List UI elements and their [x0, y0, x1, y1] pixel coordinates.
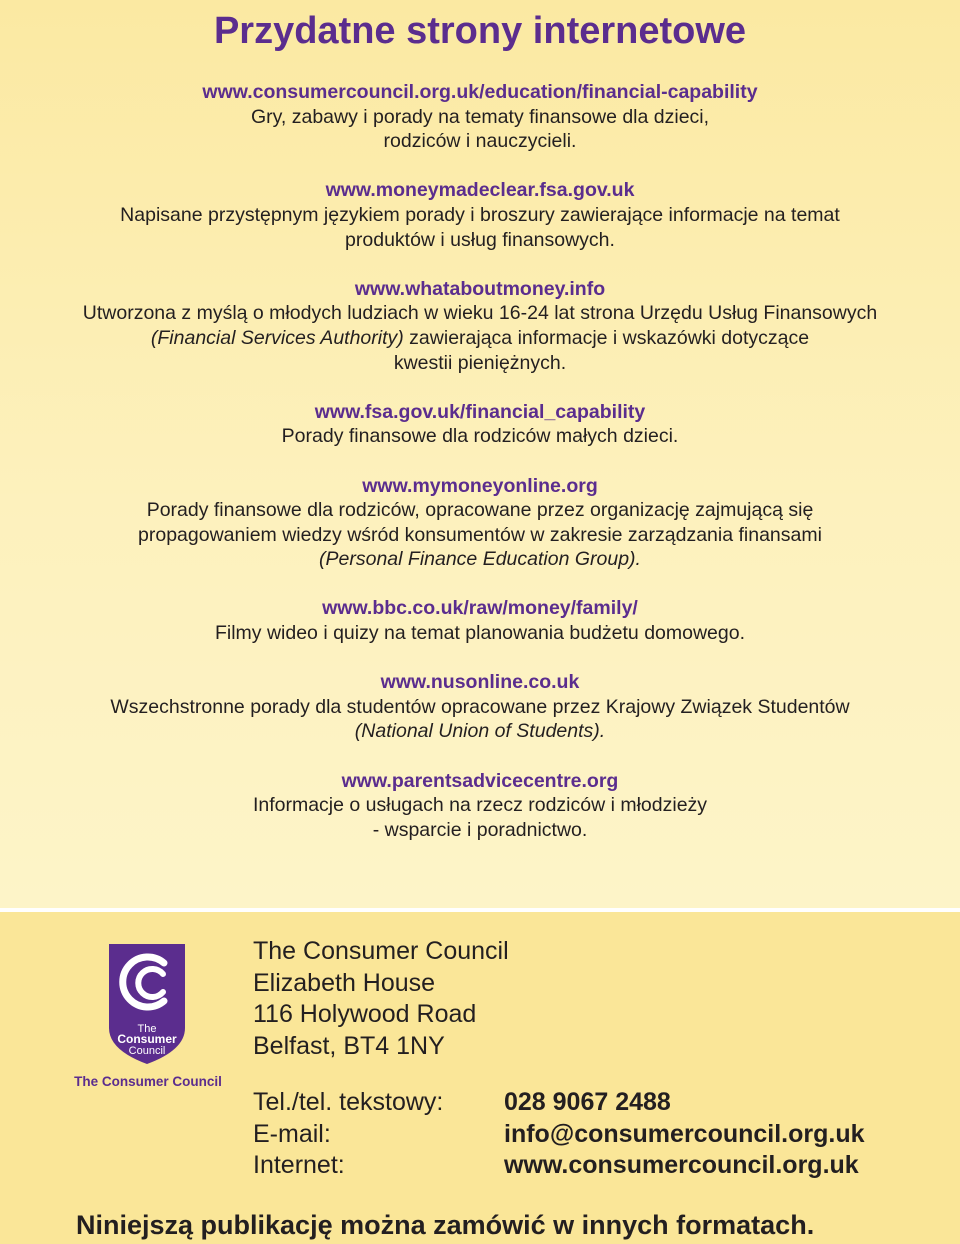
logo-caption: The Consumer Council — [74, 1074, 222, 1089]
footer-note: Niniejszą publikację można zamówić w innych formatach. — [76, 1210, 815, 1240]
site-entry — [0, 474, 960, 572]
italic-name: (Financial Services Authority) — [150, 326, 404, 349]
site-entry — [0, 596, 960, 645]
logo-text-council: Council — [128, 1045, 166, 1057]
email-link[interactable]: info@consumercouncil.org.uk — [504, 1119, 865, 1148]
consumer-council-logo-icon — [108, 942, 186, 1066]
website-list — [0, 80, 960, 867]
address-line: The Consumer Council — [253, 937, 509, 965]
phone-value[interactable]: 028 9067 2488 — [504, 1088, 671, 1116]
contact-block — [253, 1087, 865, 1182]
site-description-line: Wszechstronne porady dla studentów opracowane przez Krajowy Związek Studentów — [110, 695, 850, 718]
logo-text-the: The — [137, 1023, 157, 1035]
website-link[interactable]: www.consumercouncil.org.uk — [504, 1151, 859, 1179]
site-description-line: kwestii pieniężnych. — [393, 351, 567, 374]
page-title: Przydatne strony internetowe — [213, 10, 747, 52]
site-link[interactable]: www.parentsadvicecentre.org — [341, 769, 619, 792]
site-entry — [0, 178, 960, 252]
site-description-line: rodziców i nauczycieli. — [383, 130, 577, 153]
site-description-line: Porady finansowe dla rodziców małych dzieci. — [281, 425, 679, 448]
italic-name: (Personal Finance Education Group). — [319, 548, 641, 571]
site-description-line — [0, 719, 960, 744]
site-link[interactable]: www.whataboutmoney.info — [354, 277, 606, 300]
site-description-line: Gry, zabawy i porady na tematy finansowe dla dzieci, — [250, 105, 710, 128]
contact-row-phone — [253, 1087, 865, 1119]
site-link[interactable]: www.fsa.gov.uk/financial_capability — [314, 400, 646, 423]
contact-label: Tel./tel. tekstowy: — [253, 1088, 444, 1116]
site-description-line: Informacje o usługach na rzecz rodziców i młodzieży — [252, 794, 708, 817]
address-line: 116 Holywood Road — [253, 1000, 477, 1028]
site-description-line: Porady finansowe dla rodziców, opracowane przez organizację zajmującą się — [146, 499, 814, 522]
site-entry — [0, 80, 960, 154]
address-line: Elizabeth House — [253, 968, 436, 997]
logo-text-consumer: Consumer — [117, 1032, 177, 1046]
contact-label: E-mail: — [253, 1119, 331, 1148]
site-description-line: - wsparcie i poradnictwo. — [372, 818, 588, 841]
site-link[interactable]: www.consumercouncil.org.uk/education/financial-capability — [202, 81, 758, 103]
italic-name: (National Union of Students). — [354, 720, 606, 743]
site-description-line: Filmy wideo i quizy na temat planowania budżetu domowego. — [214, 622, 746, 645]
site-link[interactable]: www.moneymadeclear.fsa.gov.uk — [325, 179, 635, 202]
site-entry — [0, 769, 960, 843]
site-entry — [0, 277, 960, 375]
site-description-line: Utworzona z myślą o młodych ludziach w wieku 16-24 lat strona Urzędu Usług Finansowych — [82, 302, 878, 325]
contact-label: Internet: — [253, 1151, 345, 1179]
site-link[interactable]: www.nusonline.co.uk — [380, 671, 580, 694]
contact-row-email — [253, 1119, 865, 1151]
contact-row-internet — [253, 1150, 865, 1182]
site-link[interactable]: www.bbc.co.uk/raw/money/family/ — [322, 597, 638, 620]
site-link[interactable]: www.mymoneyonline.org — [362, 474, 598, 497]
site-description-line: produktów i usług finansowych. — [345, 228, 615, 251]
address-line: Belfast, BT4 1NY — [253, 1031, 445, 1060]
site-description-line — [0, 326, 960, 351]
site-description-text: zawierająca informacje i wskazówki dotyczące — [403, 326, 810, 349]
site-description-line — [0, 547, 960, 572]
site-description-line: propagowaniem wiedzy wśród konsumentów w zakresie zarządzania finansami — [138, 523, 822, 546]
address-block — [253, 936, 509, 1062]
site-entry — [0, 400, 960, 449]
site-description-line: Napisane przystępnym językiem porady i broszury zawierające informacje na temat — [120, 203, 840, 226]
site-entry — [0, 670, 960, 744]
